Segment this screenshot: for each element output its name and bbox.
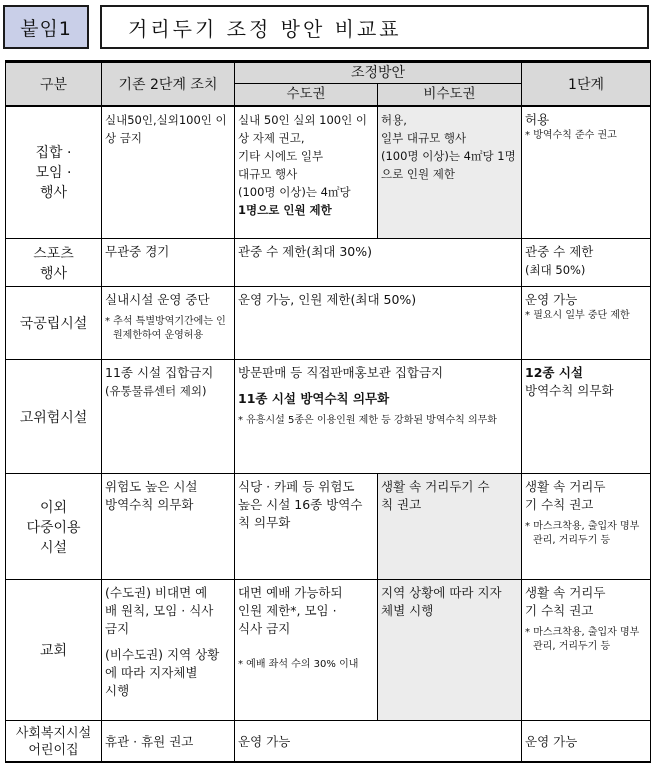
header-stage1: 1단계 (522, 62, 651, 106)
cell-line: 허용, (381, 112, 407, 127)
row-label: 국공립시설 (6, 287, 102, 360)
cell-non-capital (378, 106, 522, 239)
attachment-tag-text: 붙임1 (20, 17, 72, 40)
cell-non-capital (378, 474, 522, 580)
cell-line: 식당 · 카페 등 위험도 (238, 479, 355, 494)
label-line: 어린이집 (28, 743, 79, 758)
cell-note: * 필요시 일부 중단 제한 (525, 310, 630, 321)
cell-line: 상 자제 권고, (238, 130, 305, 145)
cell-line: 대면 예배 가능하되 (238, 585, 343, 600)
row-label (6, 474, 102, 580)
cell-stage1 (522, 239, 651, 287)
cell-line: 시행 (105, 683, 130, 698)
cell-line: (수도권) 비대면 예 (105, 585, 208, 600)
cell-text: 실내50인,실외100인 이상 금지 (105, 112, 227, 145)
cell-line: 높은 시설 16종 방역수 (238, 497, 363, 512)
row-church (6, 580, 651, 721)
label-line: 행사 (39, 185, 68, 202)
cell-capital (235, 106, 378, 239)
cell-stage1 (522, 580, 651, 721)
row-gathering (6, 106, 651, 239)
label-line: 시설 (39, 539, 68, 556)
cell-line: 위험도 높은 시설 (105, 479, 198, 494)
cell-stage1: 운영 가능 (522, 721, 651, 763)
cell-line: 12종 시설 (525, 365, 583, 380)
cell-note: * 유흥시설 5종은 이용인원 제한 등 강화된 방역수칙 의무화 (238, 415, 497, 426)
label-line: 모임 · (35, 165, 72, 182)
cell-capital (235, 474, 378, 580)
cell-line: 지역 상황에 따라 지자 (381, 585, 502, 600)
cell-line: 운영 가능 (525, 292, 578, 307)
cell-current (102, 287, 235, 360)
cell-line: 관중 수 제한 (525, 244, 594, 259)
cell-note: * 예배 좌석 수의 30% 이내 (238, 659, 359, 670)
cell-line: 에 따라 지자체별 (105, 665, 198, 680)
row-label (6, 721, 102, 763)
cell-capital (235, 580, 378, 721)
document-title (100, 5, 649, 49)
cell-line: 11종 시설 집합금지 (105, 365, 214, 380)
cell-line: 방역수칙 의무화 (525, 383, 614, 398)
document-title-text: 거리두기 조정 방안 비교표 (128, 16, 402, 41)
header-adjust: 조정방안 (235, 62, 522, 84)
header-category: 구분 (6, 62, 102, 106)
row-label (6, 106, 102, 239)
cell-line: (100명 이상)는 4㎡당 (238, 184, 351, 199)
header-non-capital: 비수도권 (378, 84, 522, 106)
comparison-table (5, 60, 651, 763)
row-label: 교회 (6, 580, 102, 721)
cell-stage1 (522, 360, 651, 474)
cell-note: * 마스크착용, 출입자 명부 관리, 거리두기 등 (525, 627, 640, 652)
cell-line: 식사 금지 (238, 621, 291, 636)
cell-current: 무관중 경기 (102, 239, 235, 287)
row-high-risk (6, 360, 651, 474)
cell-line: 실내시설 운영 중단 (105, 292, 210, 307)
cell-current: 휴관 · 휴원 권고 (102, 721, 235, 763)
cell-line: 칙 권고 (381, 497, 422, 512)
row-welfare (6, 721, 651, 763)
attachment-tag (3, 5, 89, 49)
cell-line: 방문판매 등 직접판매홍보관 집합금지 (238, 365, 444, 380)
label-line: 행사 (39, 265, 68, 282)
cell-note: * 마스크착용, 출입자 명부 관리, 거리두기 등 (525, 521, 640, 546)
cell-line: 1명으로 인원 제한 (238, 202, 332, 217)
cell-current (102, 474, 235, 580)
cell-line: 기 수칙 권고 (525, 603, 594, 618)
cell-line: 생활 속 거리두 (525, 479, 606, 494)
cell-line: 생활 속 거리두기 수 (381, 479, 490, 494)
spacer (238, 382, 518, 390)
cell-adjust (235, 360, 522, 474)
cell-line: 칙 의무화 (238, 515, 291, 530)
cell-line: 기타 시에도 일부 (238, 148, 324, 163)
label-line: 스포츠 (33, 245, 74, 262)
label-line: 다중이용 (26, 519, 81, 536)
row-other-facilities (6, 474, 651, 580)
cell-adjust: 관중 수 제한(최대 30%) (235, 239, 522, 287)
cell-line: 기 수칙 권고 (525, 497, 594, 512)
cell-adjust: 운영 가능, 인원 제한(최대 50%) (235, 287, 522, 360)
cell-line: 11종 시설 방역수칙 의무화 (238, 391, 390, 406)
cell-line: 허용 (525, 111, 550, 127)
cell-line: (비수도권) 지역 상황 (105, 647, 220, 662)
cell-stage1 (522, 474, 651, 580)
cell-line: (100명 이상)는 4㎡당 1명 (381, 148, 516, 163)
cell-stage1 (522, 106, 651, 239)
cell-current (102, 360, 235, 474)
label-line: 집합 · (35, 145, 72, 162)
cell-note: * 방역수칙 준수 권고 (525, 129, 617, 141)
cell-line: 체별 시행 (381, 603, 434, 618)
spacer (105, 638, 231, 646)
row-national (6, 287, 651, 360)
cell-current (102, 106, 235, 239)
cell-line: 배 원칙, 모임 · 식사 (105, 603, 214, 618)
cell-line: 일부 대규모 행사 (381, 130, 467, 145)
header-current: 기존 2단계 조치 (102, 62, 235, 106)
cell-non-capital (378, 580, 522, 721)
cell-line: 대규모 행사 (238, 166, 298, 181)
label-line: 사회복지시설 (15, 726, 92, 741)
cell-line: 방역수칙 의무화 (105, 497, 194, 512)
row-label: 고위험시설 (6, 360, 102, 474)
cell-line: 생활 속 거리두 (525, 585, 606, 600)
header-capital: 수도권 (235, 84, 378, 106)
cell-line: (유통물류센터 제외) (105, 384, 207, 398)
row-label (6, 239, 102, 287)
cell-line: (최대 50%) (525, 263, 586, 277)
cell-line: 으로 인원 제한 (381, 166, 455, 181)
cell-line: 인원 제한*, 모임 · (238, 603, 337, 618)
label-line: 이외 (39, 499, 68, 516)
cell-line: 금지 (105, 621, 130, 636)
cell-current (102, 580, 235, 721)
row-sports (6, 239, 651, 287)
cell-note: * 추석 특별방역기간에는 인원제한하여 운영허용 (105, 316, 226, 341)
cell-adjust: 운영 가능 (235, 721, 522, 763)
cell-line: 실내 50인 실외 100인 이 (238, 112, 367, 127)
cell-stage1 (522, 287, 651, 360)
